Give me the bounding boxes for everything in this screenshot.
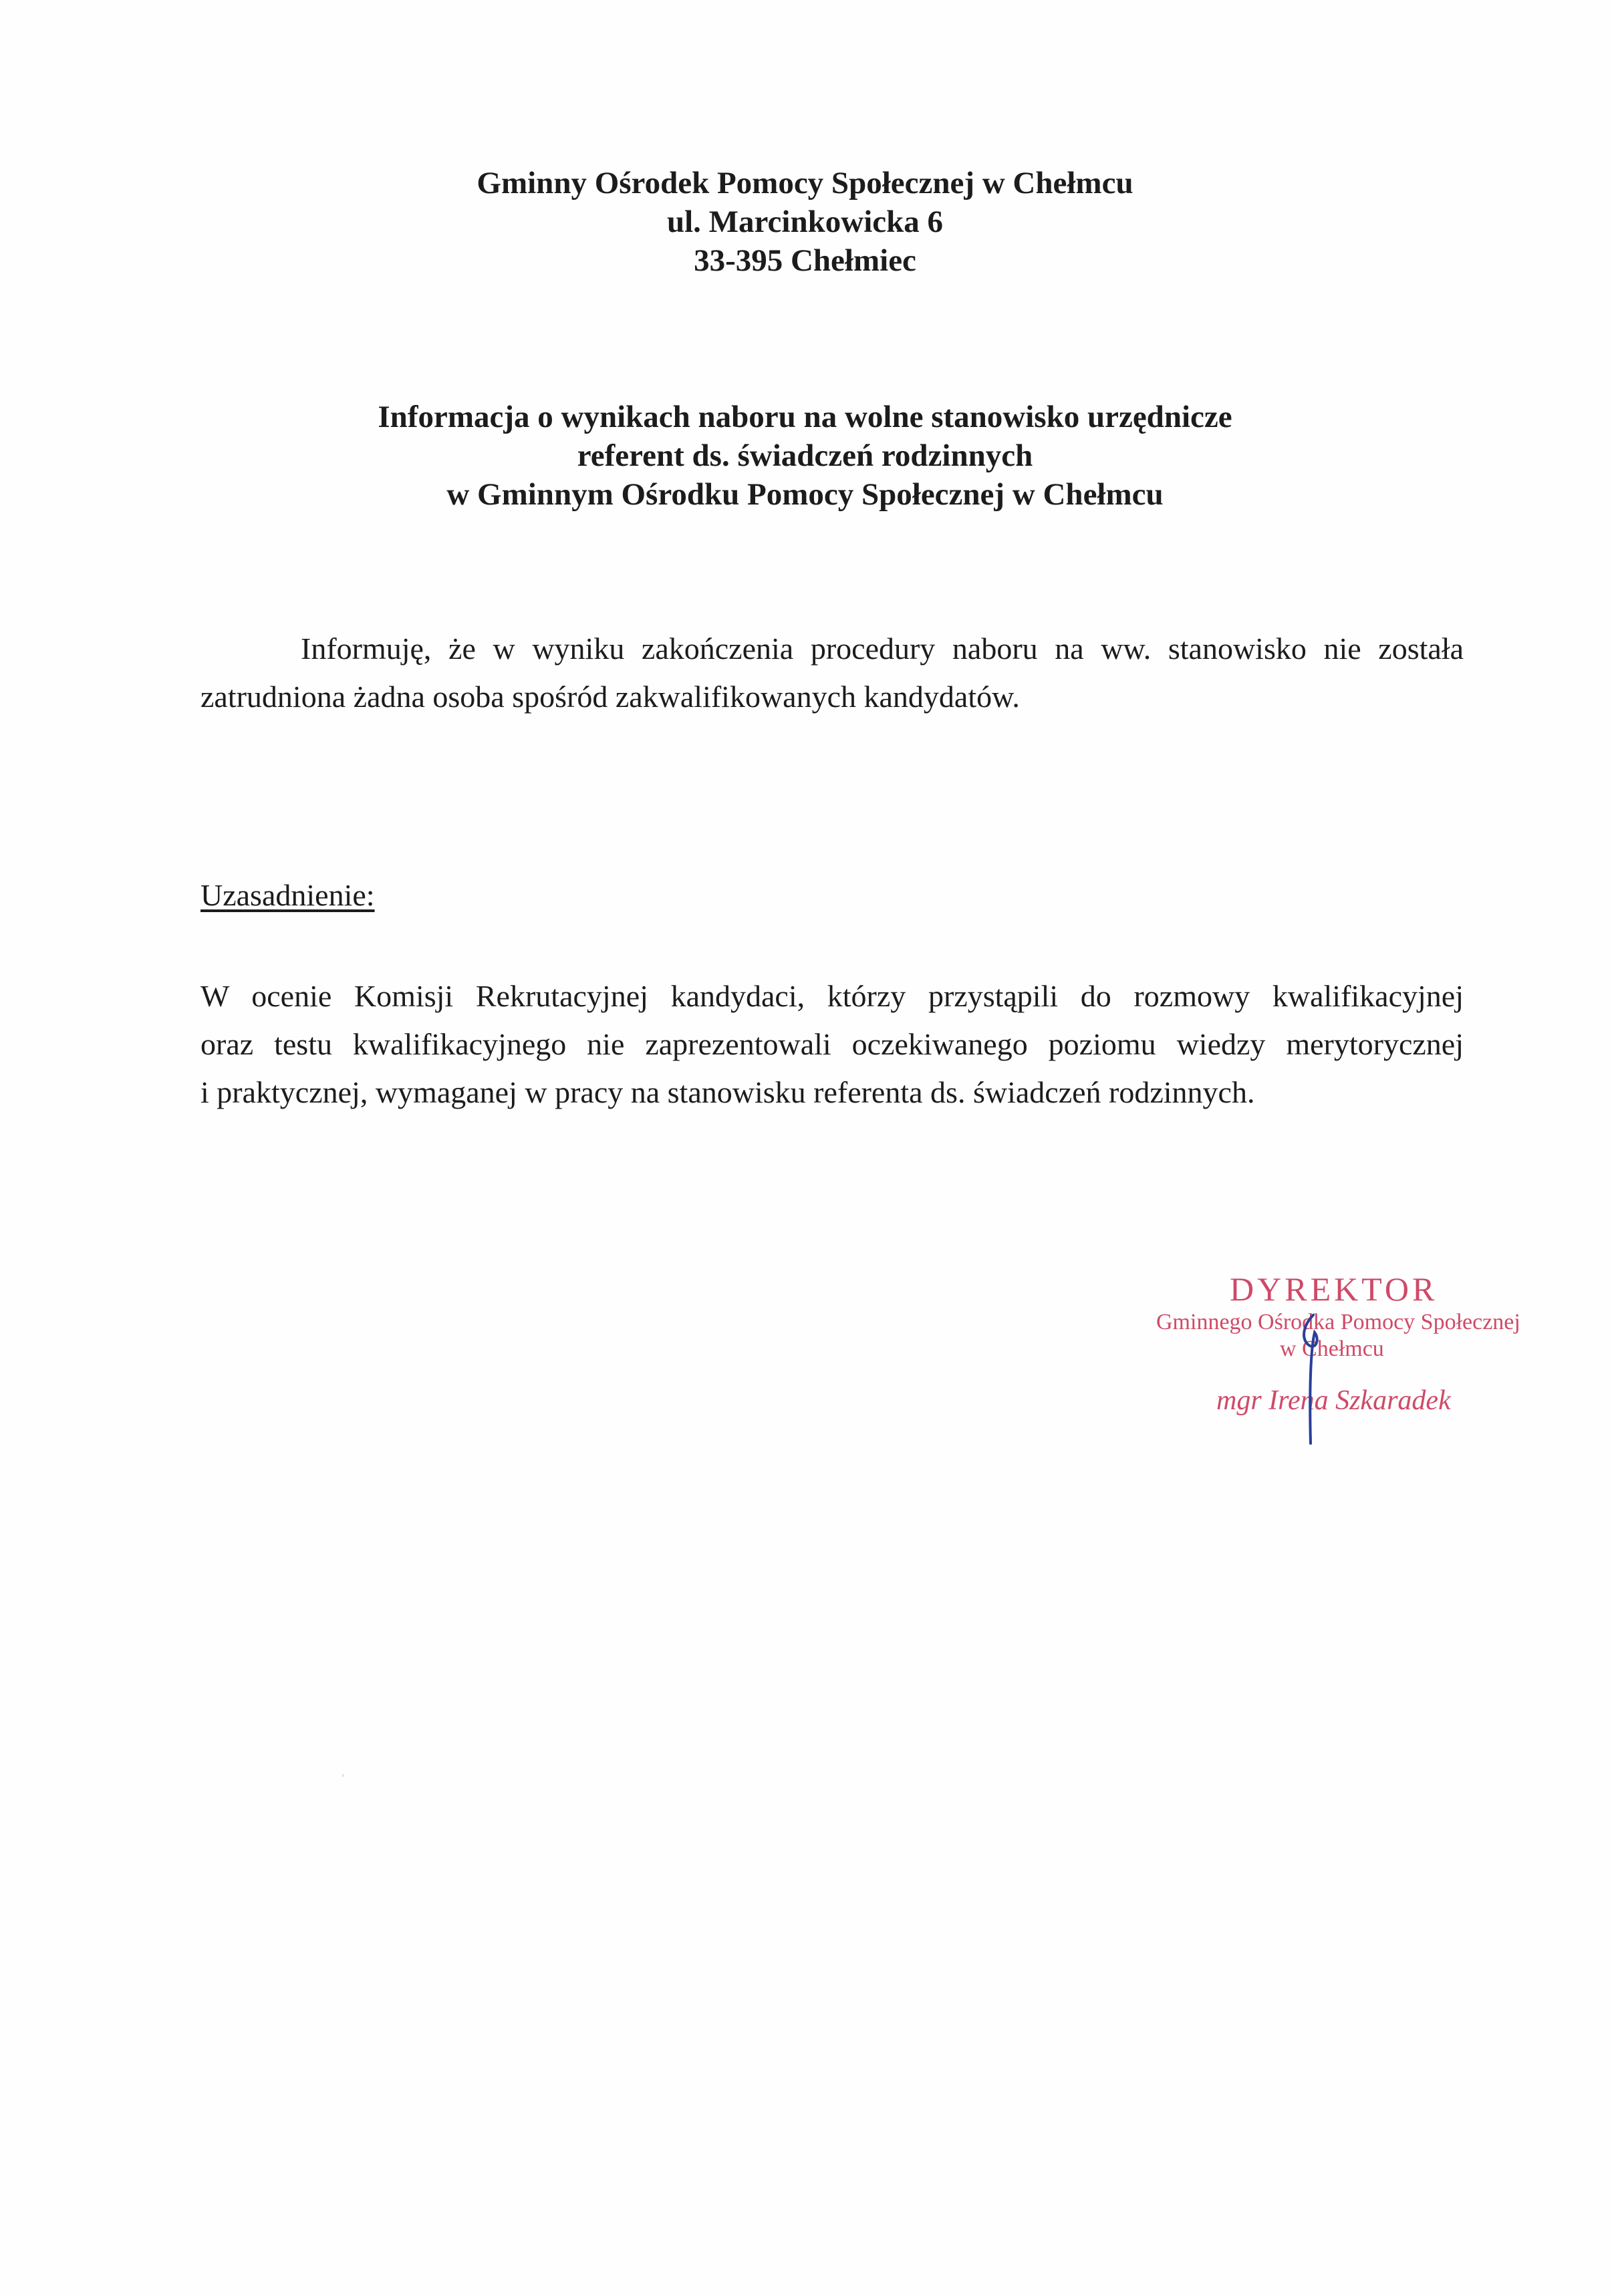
street-address: ul. Marcinkowicka 6 — [666, 204, 944, 239]
paragraph-line: oraz testu kwalifikacyjnego nie zaprezentowali oczekiwanego poziomu wiedzy merytorycznej — [200, 1027, 1464, 1061]
stamp-director-name: mgr Irena Szkaradek — [1216, 1385, 1451, 1416]
organization-name: Gminny Ośrodek Pomocy Społecznej w Chełmcu — [477, 166, 1133, 200]
title-line-3: w Gminnym Ośrodku Pomocy Społecznej w Chełmcu — [446, 477, 1164, 512]
postal-city: 33-395 Chełmiec — [694, 243, 916, 278]
stamp-title: DYREKTOR — [1230, 1270, 1438, 1308]
stamp-location: w Chełmcu — [1280, 1336, 1384, 1361]
paragraph-line: zatrudniona żadna osoba spośród zakwalifikowanych kandydatów. — [200, 680, 1020, 714]
title-line-1: Informacja o wynikach naboru na wolne stanowisko urzędnicze — [378, 400, 1232, 434]
stamp-institution: Gminnego Ośrodka Pomocy Społecznej — [1156, 1310, 1520, 1334]
handwritten-signature — [1293, 1310, 1333, 1450]
letterhead — [0, 164, 1610, 280]
scan-artifact — [342, 1774, 344, 1777]
document-title — [0, 398, 1610, 514]
paragraph-line: Informuję, że w wyniku zakończenia procedury naboru na ww. stanowisko nie została — [301, 631, 1464, 666]
paragraph-line: i praktycznej, wymaganej w pracy na stanowisku referenta ds. świadczeń rodzinnych. — [200, 1075, 1255, 1109]
title-line-2: referent ds. świadczeń rodzinnych — [577, 438, 1033, 473]
result-paragraph — [200, 625, 1464, 721]
justification-paragraph — [200, 972, 1464, 1117]
paragraph-line: W ocenie Komisji Rekrutacyjnej kandydaci, którzy przystąpili do rozmowy kwalifikacyjnej — [200, 979, 1464, 1013]
justification-heading: Uzasadnienie: — [200, 878, 375, 912]
